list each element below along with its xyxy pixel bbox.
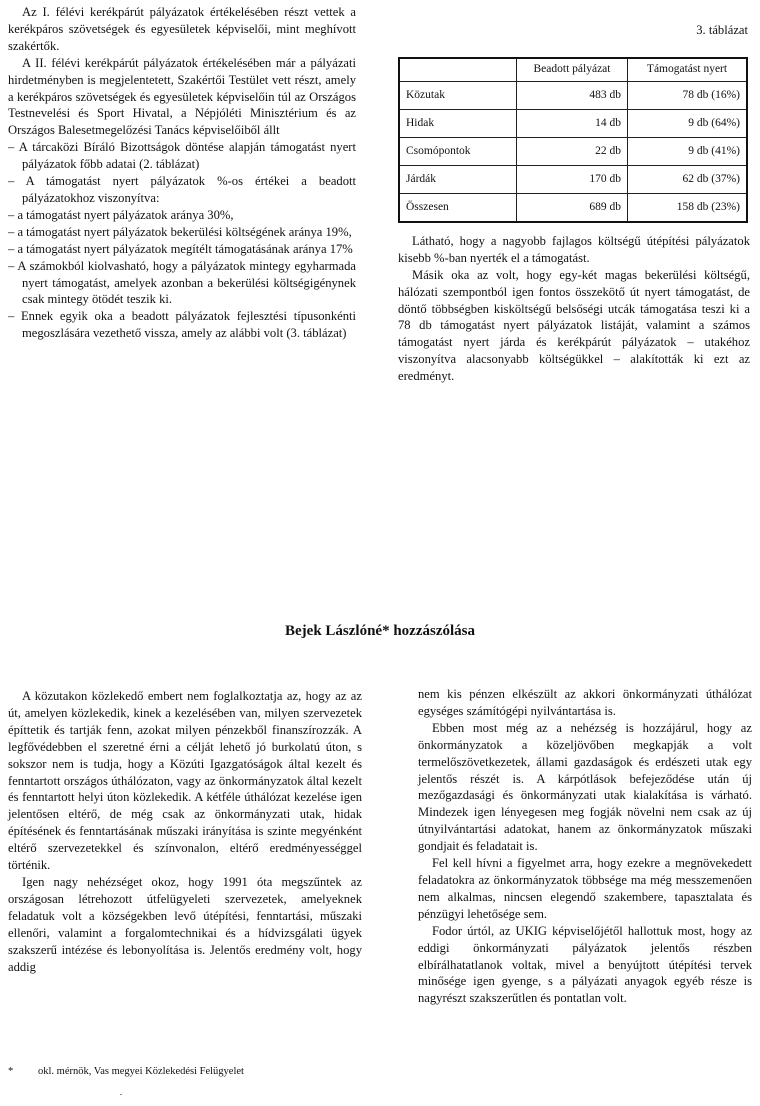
article-paragraph: nem kis pénzen elkészült az akkori önkormányzati úthálózat egységes számítógépi nyilvántartása is. — [418, 687, 752, 718]
table-row — [399, 109, 747, 137]
bullet-item: – A számokból kiolvasható, hogy a pályázatok mintegy egyharmada nyert támogatást, amelyek azonban a bekerülési költségigénynek csak mintegy ötödét teszik ki. — [8, 258, 356, 307]
bullet-item: – a támogatást nyert pályázatok aránya 30%, — [8, 207, 234, 222]
table-cell: Összesen — [399, 193, 517, 222]
intro-paragraph-2: A II. félévi kerékpárút pályázatok értékelésében már a pályázati hirdetményben is megjelentetett, Szakértői Testület vett részt, amely a kerékpáros szövetségek és egyesületek képviselőin túl az Országos Testnevelési és Sport Hivatal, a Népjóléti Minisztérium és az Országos Balesetmegelőzési Tanács képviselőiből állt — [8, 55, 356, 138]
table-cell: Hidak — [399, 109, 517, 137]
table-cell: Csomópontok — [399, 137, 517, 165]
footnote-mark: * — [8, 1066, 14, 1077]
table-row — [399, 137, 747, 165]
article-heading: Bejek Lászlóné* hozzászólása — [285, 623, 475, 639]
top-left-column — [8, 4, 356, 342]
scan-speck — [120, 1094, 122, 1095]
bottom-right-column — [418, 686, 752, 1007]
table-row — [399, 165, 747, 193]
table-header-cell — [399, 58, 517, 82]
table-cell: 62 db (37%) — [628, 165, 748, 193]
article-paragraph: Fodor úrtól, az UKIG képviselőjétől hallottuk most, hogy az eddigi önkormányzati pályázatok jelentős részben elbírálhatatlanok voltak, mivel a benyújtott útépítési tervek minősége igen gyenge, s a pályázati anyagok egyéb része is nagyrészt szakszerűtlen és pontatlan volt. — [418, 923, 752, 1006]
table-row — [399, 81, 747, 109]
table-row — [399, 193, 747, 222]
top-right-column — [398, 22, 750, 385]
commentary-paragraph: Másik oka az volt, hogy egy-két magas bekerülési költségű, hálózati szempontból igen fontos összekötő út nyert támogatást, de döntő többségben kisköltségű belsőségi utcák támogatása teszi ki a 78 db támogatást nyert pályázatok listáját, valamint a számos támogatást nyert járda és kerékpárút pályázatok – utakéhoz viszonyítva alacsonyabb költségükkel – alakították ki ezt az eredményt. — [398, 267, 750, 384]
footnote — [8, 1066, 368, 1077]
table-cell: 9 db (41%) — [628, 137, 748, 165]
intro-paragraph-1: Az I. félévi kerékpárút pályázatok értékelésében részt vettek a kerékpáros szövetségek és egyesületek képviselői, mint meghívott szakértők. — [8, 5, 356, 53]
table-cell: 158 db (23%) — [628, 193, 748, 222]
table-cell: 14 db — [517, 109, 628, 137]
footnote-text: okl. mérnök, Vas megyei Közlekedési Felügyelet — [38, 1066, 244, 1077]
bullet-item: – A támogatást nyert pályázatok %-os értékei a beadott pályázatokhoz viszonyítva: — [8, 174, 356, 205]
table-cell: 483 db — [517, 81, 628, 109]
table-cell: 22 db — [517, 137, 628, 165]
bullet-item: – a támogatást nyert pályázatok bekerülési költségének aránya 19%, — [8, 224, 352, 239]
article-paragraph: A közutakon közlekedő embert nem foglalkoztatja az, hogy az az út, amelyen közlekedik, kinek a kezelésében van, milyen szervezetek építtetik és tartják fenn, azokat milyen pénzekből finanszírozzák. A legfővédebben el szeretné érni a célját lehető jó burkolatú úton, s sokszor nem is tudja, hogy a Közúti Igazgatóságok által kezelt és fenntartott országos úthálózaton, vagy az önkormányzatok által kezelt és fenntartott helyi úton közlekedik. A kétféle úthálózat kezelése igen jelentősen eltérő, de még csak az önkormányzati utak, hidak építésének és fenntartásának műszaki irányítása is szinte megyénként eltérő szervezetekkel és színvonalon, eltérő eredményességgel történik. — [8, 689, 362, 873]
table-cell: 170 db — [517, 165, 628, 193]
bullet-item: – A tárcaközi Bíráló Bizottságok döntése alapján támogatást nyert pályázatok főbb adatai (2. táblázat) — [8, 140, 356, 172]
table-caption: 3. táblázat — [696, 23, 748, 37]
bullet-item: – Ennek egyik oka a beadott pályázatok fejlesztési típusonkénti megoszlására vezethető vissza, amely az alábbi volt (3. táblázat) — [8, 309, 356, 341]
table-cell: Járdák — [399, 165, 517, 193]
bottom-left-column — [8, 688, 362, 975]
data-table — [398, 57, 748, 223]
article-paragraph: Igen nagy nehézséget okoz, hogy 1991 óta megszűntek az országosan létrehozott útfelügyeleti szervezetek, amelyeknek feladatuk volt a községekben levő útépítési, fenntartási, műszaki ellenőri, valamint a forgalomtechnikai és a hídvizsgálati ügyek szakszerű intézése és lebonyolítása is. Jelentős eredmény volt, hogy addig — [8, 874, 362, 974]
commentary-paragraph: Látható, hogy a nagyobb fajlagos költségű útépítési pályázatok kisebb %-ban nyerték el a támogatást. — [398, 233, 750, 265]
table-cell: 9 db (64%) — [628, 109, 748, 137]
table-commentary — [398, 233, 750, 385]
table-header-cell: Beadott pályázat — [517, 58, 628, 82]
table-cell: 689 db — [517, 193, 628, 222]
table-cell: 78 db (16%) — [628, 81, 748, 109]
table-cell: Közutak — [399, 81, 517, 109]
article-paragraph: Fel kell hívni a figyelmet arra, hogy ezekre a megnövekedett feladatokra az önkormányzatok többsége ma még messzemenően nem alkalmas, nincsen elegendő szakembere, tapasztalata és pénzügyi lehetősége sem. — [418, 856, 752, 921]
bullet-item: – a támogatást nyert pályázatok megítélt támogatásának aránya 17% — [8, 241, 353, 256]
table-header-cell: Támogatást nyert — [628, 58, 748, 82]
article-paragraph: Ebben most még az a nehézség is hozzájárul, hogy az önkormányzatok a közeljövőben megkapják a volt termelőszövetkezetek, állami gazdaságok és erdészeti utak egy jelentős részét is. A kárpótlások befejeződése után új mezőgazdasági és önkormányzati utak kialakítása is várható. Mindezek igen lényegesen meg fogják növelni nem csak az új útnyilvántartási adatokat, hanem az önkormányzatok műszaki gondjait és feladatait is. — [418, 720, 752, 854]
table-header-row — [399, 58, 747, 82]
